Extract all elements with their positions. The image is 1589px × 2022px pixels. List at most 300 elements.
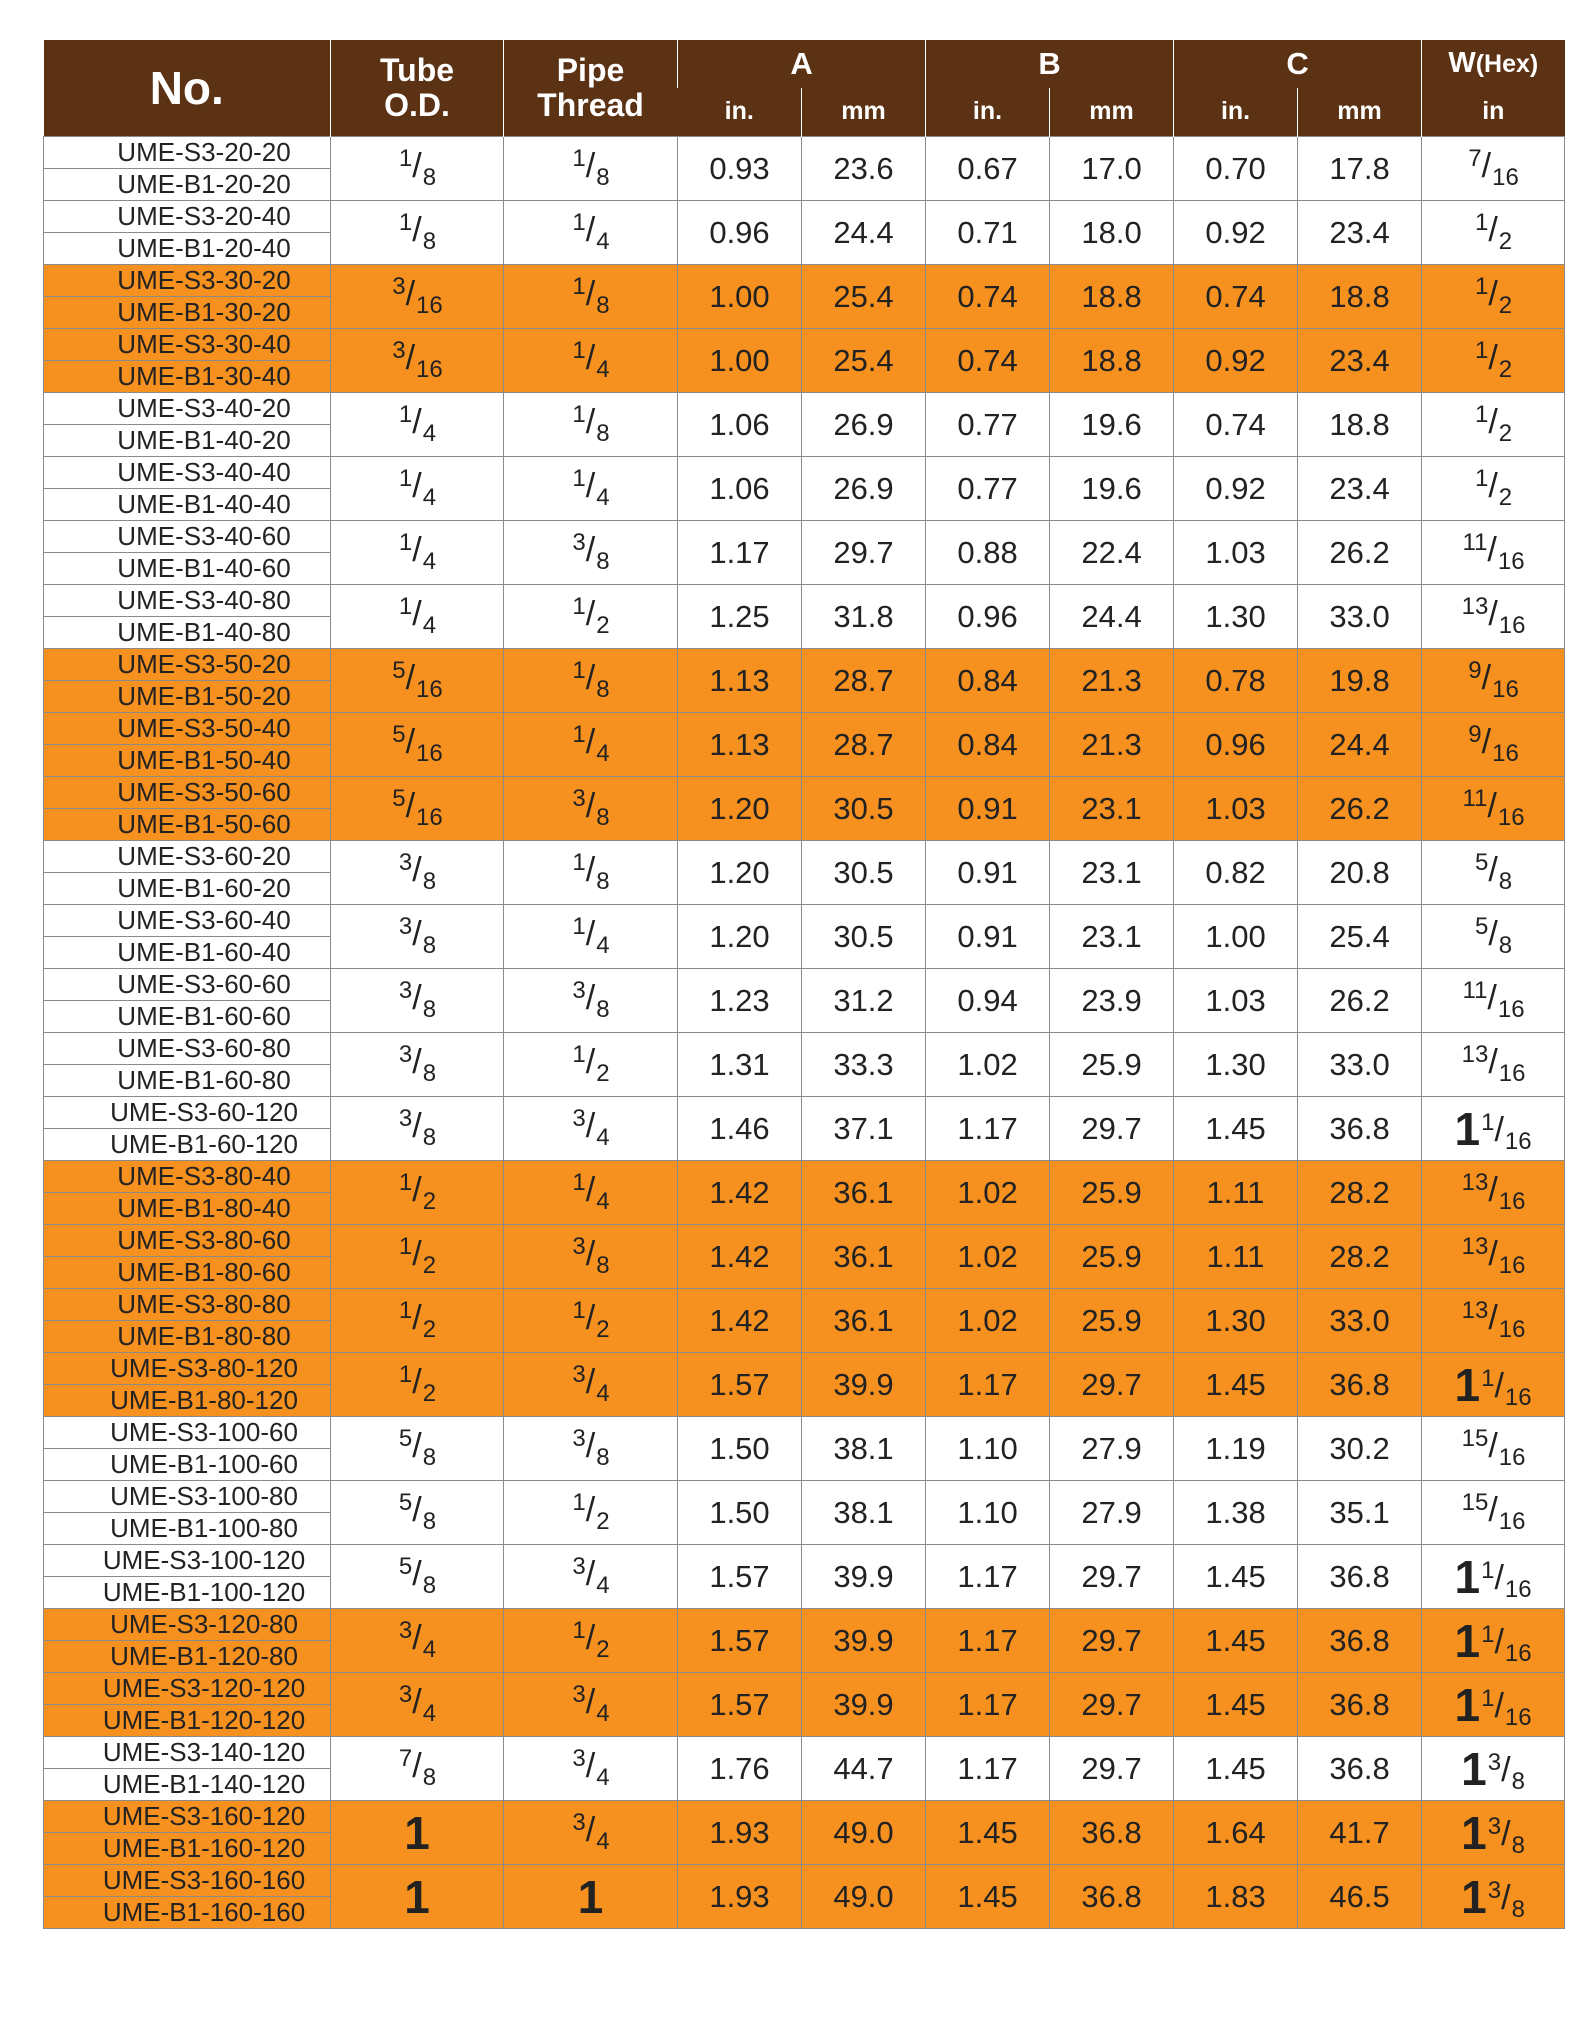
w-hex-cell xyxy=(1422,1225,1565,1289)
part-number-b1: UME-B1-20-40 xyxy=(44,232,330,264)
pipe-thread-cell-numerator: 1 xyxy=(572,145,586,172)
a-in-cell: 1.57 xyxy=(678,1609,802,1673)
w-hex-cell-denominator: 8 xyxy=(1498,868,1513,895)
w-hex-cell-slash: / xyxy=(1481,659,1492,697)
w-hex-cell-slash: / xyxy=(1488,851,1498,889)
w-hex-cell-slash: / xyxy=(1501,1750,1511,1789)
tube-od-cell-numerator: 1 xyxy=(398,1361,413,1388)
pipe-thread-cell-numerator: 1 xyxy=(572,1041,586,1068)
w-hex-cell-slash: / xyxy=(1488,1491,1498,1529)
tube-od-cell-denominator: 4 xyxy=(422,1700,437,1727)
tube-od-cell-slash: / xyxy=(412,851,422,889)
c-mm-cell: 33.0 xyxy=(1298,1033,1422,1097)
a-in-cell: 1.06 xyxy=(678,393,802,457)
part-number-cell xyxy=(44,1161,331,1225)
tube-od-cell-slash: / xyxy=(412,1427,422,1465)
tube-od-cell-denominator: 8 xyxy=(422,228,437,255)
part-number-b1: UME-B1-60-20 xyxy=(44,872,330,904)
table-row xyxy=(44,969,1565,1033)
w-hex-cell xyxy=(1422,1737,1565,1801)
w-hex-cell-denominator: 16 xyxy=(1497,804,1525,831)
tube-od-cell-slash: / xyxy=(405,787,416,825)
tube-od-cell-denominator: 4 xyxy=(422,484,437,511)
b-in-cell: 1.45 xyxy=(926,1801,1050,1865)
pipe-thread-cell xyxy=(504,457,678,521)
part-number-s3: UME-S3-100-60 xyxy=(110,1417,298,1447)
part-number-s3: UME-S3-60-80 xyxy=(117,1033,291,1063)
tube-od-cell xyxy=(331,841,504,905)
part-number-s3: UME-S3-40-20 xyxy=(117,393,291,423)
pipe-thread-cell-slash: / xyxy=(585,1811,596,1849)
pipe-thread-cell-slash: / xyxy=(585,339,596,377)
c-mm-cell: 33.0 xyxy=(1298,1289,1422,1353)
tube-od-cell-numerator: 3 xyxy=(398,1041,413,1068)
b-mm-cell: 17.0 xyxy=(1050,137,1174,201)
part-number-s3: UME-S3-100-120 xyxy=(102,1545,306,1575)
w-hex-cell-numerator: 7 xyxy=(1468,145,1482,172)
pipe-thread-cell-slash: / xyxy=(585,1171,596,1209)
part-number-cell xyxy=(44,1801,331,1865)
a-mm-cell: 36.1 xyxy=(802,1289,926,1353)
b-in-cell: 1.17 xyxy=(926,1097,1050,1161)
c-in-cell: 0.92 xyxy=(1174,329,1298,393)
part-number-cell xyxy=(44,1609,331,1673)
a-in-cell: 1.13 xyxy=(678,649,802,713)
b-mm-cell: 25.9 xyxy=(1050,1033,1174,1097)
c-mm-cell: 23.4 xyxy=(1298,457,1422,521)
part-number-b1: UME-B1-80-40 xyxy=(44,1192,330,1224)
tube-od-cell xyxy=(331,1865,504,1929)
part-number-b1: UME-B1-60-60 xyxy=(44,1000,330,1032)
tube-od-cell-slash: / xyxy=(405,275,416,313)
c-in-cell: 1.11 xyxy=(1174,1225,1298,1289)
tube-od-cell-numerator: 5 xyxy=(392,657,406,684)
part-number-b1: UME-B1-30-40 xyxy=(44,360,330,392)
tube-od-cell-slash: / xyxy=(412,1555,422,1593)
b-mm-cell: 29.7 xyxy=(1050,1097,1174,1161)
c-mm-cell: 36.8 xyxy=(1298,1737,1422,1801)
part-number-s3: UME-S3-80-80 xyxy=(117,1289,291,1319)
c-mm-cell: 17.8 xyxy=(1298,137,1422,201)
b-in-cell: 1.10 xyxy=(926,1481,1050,1545)
tube-od-cell-slash: / xyxy=(412,403,422,441)
pipe-thread-cell xyxy=(504,1609,678,1673)
pipe-thread-cell xyxy=(504,905,678,969)
pipe-thread-cell xyxy=(504,521,678,585)
b-in-cell: 0.71 xyxy=(926,201,1050,265)
a-mm-cell: 36.1 xyxy=(802,1161,926,1225)
w-hex-cell-slash: / xyxy=(1501,1814,1511,1853)
part-number-s3: UME-S3-80-60 xyxy=(117,1225,291,1255)
table-row xyxy=(44,1417,1565,1481)
a-mm-cell: 26.9 xyxy=(802,393,926,457)
pipe-thread-cell-denominator: 4 xyxy=(596,1124,610,1151)
w-hex-cell-numerator: 15 xyxy=(1461,1489,1489,1516)
part-number-s3: UME-S3-80-40 xyxy=(117,1161,291,1191)
w-hex-cell xyxy=(1422,1801,1565,1865)
w-hex-cell-slash: / xyxy=(1488,211,1498,249)
c-mm-cell: 36.8 xyxy=(1298,1097,1422,1161)
header-w-unit: (Hex) xyxy=(1475,50,1539,79)
tube-od-cell xyxy=(331,585,504,649)
w-hex-cell-numerator: 1 xyxy=(1481,1364,1495,1392)
pipe-thread-cell xyxy=(504,649,678,713)
w-hex-cell-denominator: 16 xyxy=(1492,676,1519,703)
a-in-cell: 1.42 xyxy=(678,1225,802,1289)
part-number-b1: UME-B1-80-80 xyxy=(44,1320,330,1352)
w-hex-cell-denominator: 8 xyxy=(1498,932,1513,959)
b-in-cell: 1.45 xyxy=(926,1865,1050,1929)
b-mm-cell: 23.1 xyxy=(1050,777,1174,841)
part-number-cell xyxy=(44,1225,331,1289)
tube-od-cell xyxy=(331,137,504,201)
header-a-in: in. xyxy=(678,88,802,137)
pipe-thread-cell-slash: / xyxy=(585,1555,596,1593)
pipe-thread-cell xyxy=(504,1673,678,1737)
a-in-cell: 1.93 xyxy=(678,1865,802,1929)
tube-od-cell-numerator: 1 xyxy=(398,145,413,172)
pipe-thread-cell xyxy=(504,777,678,841)
w-hex-cell-whole: 1 xyxy=(1454,1102,1481,1155)
c-mm-cell: 23.4 xyxy=(1298,329,1422,393)
table-row xyxy=(44,457,1565,521)
a-mm-cell: 28.7 xyxy=(802,649,926,713)
w-hex-cell-slash: / xyxy=(1494,1558,1504,1597)
w-hex-cell-numerator: 11 xyxy=(1462,529,1488,556)
w-hex-cell-denominator: 16 xyxy=(1497,996,1525,1023)
b-in-cell: 1.02 xyxy=(926,1033,1050,1097)
w-hex-cell-denominator: 16 xyxy=(1498,1444,1526,1471)
table-row xyxy=(44,201,1565,265)
part-number-s3: UME-S3-20-40 xyxy=(117,201,291,231)
part-number-b1: UME-B1-50-60 xyxy=(44,808,330,840)
tube-od-cell-whole: 1 xyxy=(404,1870,430,1923)
tube-od-cell-numerator: 3 xyxy=(392,273,406,300)
part-number-s3: UME-S3-120-120 xyxy=(102,1673,306,1703)
tube-od-cell-denominator: 8 xyxy=(422,1764,437,1791)
part-number-cell xyxy=(44,1545,331,1609)
c-in-cell: 1.00 xyxy=(1174,905,1298,969)
w-hex-cell xyxy=(1422,1481,1565,1545)
pipe-thread-cell xyxy=(504,1801,678,1865)
c-in-cell: 0.96 xyxy=(1174,713,1298,777)
a-in-cell: 0.96 xyxy=(678,201,802,265)
tube-od-cell xyxy=(331,1801,504,1865)
w-hex-cell xyxy=(1422,777,1565,841)
c-mm-cell: 26.2 xyxy=(1298,969,1422,1033)
w-hex-cell-whole: 1 xyxy=(1461,1742,1487,1795)
tube-od-cell-slash: / xyxy=(412,1683,422,1721)
pipe-thread-cell xyxy=(504,265,678,329)
pipe-thread-cell-denominator: 8 xyxy=(596,164,610,191)
table-row xyxy=(44,1225,1565,1289)
pipe-thread-cell-denominator: 8 xyxy=(596,548,610,575)
part-number-cell xyxy=(44,1353,331,1417)
w-hex-cell-slash: / xyxy=(1487,787,1497,825)
w-hex-cell-denominator: 2 xyxy=(1498,292,1513,319)
w-hex-cell-slash: / xyxy=(1488,467,1498,505)
c-in-cell: 0.92 xyxy=(1174,457,1298,521)
a-mm-cell: 38.1 xyxy=(802,1481,926,1545)
header-tube-line1: Tube xyxy=(379,51,455,88)
w-hex-cell-slash: / xyxy=(1481,147,1492,185)
part-number-s3: UME-S3-50-60 xyxy=(117,777,291,807)
b-in-cell: 0.88 xyxy=(926,521,1050,585)
part-number-s3: UME-S3-100-80 xyxy=(110,1481,298,1511)
a-mm-cell: 30.5 xyxy=(802,777,926,841)
table-row xyxy=(44,713,1565,777)
w-hex-cell-denominator: 16 xyxy=(1498,1316,1526,1343)
pipe-thread-cell-slash: / xyxy=(585,1363,596,1401)
table-row xyxy=(44,1353,1565,1417)
pipe-thread-cell-numerator: 3 xyxy=(572,977,586,1004)
pipe-thread-cell-denominator: 2 xyxy=(596,1636,610,1663)
tube-od-cell-denominator: 16 xyxy=(416,740,443,767)
c-in-cell: 1.45 xyxy=(1174,1097,1298,1161)
part-number-s3: UME-S3-160-120 xyxy=(102,1801,306,1831)
w-hex-cell-numerator: 3 xyxy=(1487,1748,1502,1776)
pipe-thread-cell-numerator: 3 xyxy=(572,1105,586,1132)
tube-od-cell xyxy=(331,649,504,713)
tube-od-cell-slash: / xyxy=(412,1107,422,1145)
pipe-thread-cell-numerator: 1 xyxy=(572,1169,586,1196)
tube-od-cell-slash: / xyxy=(412,1235,422,1273)
pipe-thread-cell-numerator: 3 xyxy=(572,1553,586,1580)
c-in-cell: 1.83 xyxy=(1174,1865,1298,1929)
w-hex-cell-whole: 1 xyxy=(1461,1870,1487,1923)
tube-od-cell-slash: / xyxy=(405,723,416,761)
c-in-cell: 1.30 xyxy=(1174,1289,1298,1353)
tube-od-cell xyxy=(331,201,504,265)
w-hex-cell-numerator: 11 xyxy=(1462,785,1488,812)
w-hex-cell xyxy=(1422,521,1565,585)
part-number-cell xyxy=(44,265,331,329)
pipe-thread-cell-slash: / xyxy=(585,979,596,1017)
b-mm-cell: 23.1 xyxy=(1050,905,1174,969)
b-mm-cell: 29.7 xyxy=(1050,1737,1174,1801)
tube-od-cell-denominator: 16 xyxy=(416,804,443,831)
b-in-cell: 1.17 xyxy=(926,1545,1050,1609)
pipe-thread-cell-numerator: 3 xyxy=(572,1809,586,1836)
w-hex-cell xyxy=(1422,1609,1565,1673)
a-mm-cell: 28.7 xyxy=(802,713,926,777)
tube-od-cell-slash: / xyxy=(405,339,416,377)
w-hex-cell-denominator: 8 xyxy=(1511,1767,1525,1795)
pipe-thread-cell-denominator: 2 xyxy=(596,612,610,639)
tube-od-cell xyxy=(331,1673,504,1737)
c-in-cell: 0.74 xyxy=(1174,265,1298,329)
table-row xyxy=(44,137,1565,201)
w-hex-cell xyxy=(1422,585,1565,649)
tube-od-cell-numerator: 1 xyxy=(398,209,413,236)
c-in-cell: 1.03 xyxy=(1174,777,1298,841)
a-mm-cell: 26.9 xyxy=(802,457,926,521)
part-number-b1: UME-B1-30-20 xyxy=(44,296,330,328)
tube-od-cell-whole: 1 xyxy=(404,1806,430,1859)
tube-od-cell-denominator: 8 xyxy=(422,996,437,1023)
c-mm-cell: 25.4 xyxy=(1298,905,1422,969)
w-hex-cell-denominator: 8 xyxy=(1511,1831,1525,1859)
part-number-s3: UME-S3-40-80 xyxy=(117,585,291,615)
w-hex-cell-whole: 1 xyxy=(1454,1550,1481,1603)
b-mm-cell: 29.7 xyxy=(1050,1673,1174,1737)
part-number-cell xyxy=(44,1289,331,1353)
tube-od-cell xyxy=(331,1737,504,1801)
tube-od-cell-numerator: 5 xyxy=(398,1425,413,1452)
tube-od-cell xyxy=(331,521,504,585)
part-number-cell xyxy=(44,201,331,265)
w-hex-cell-denominator: 16 xyxy=(1504,1383,1532,1411)
tube-od-cell-denominator: 8 xyxy=(422,1060,437,1087)
a-mm-cell: 31.2 xyxy=(802,969,926,1033)
pipe-thread-cell-numerator: 1 xyxy=(572,849,586,876)
w-hex-cell-numerator: 13 xyxy=(1461,593,1489,620)
part-number-cell xyxy=(44,329,331,393)
b-in-cell: 1.02 xyxy=(926,1161,1050,1225)
part-number-s3: UME-S3-60-60 xyxy=(117,969,291,999)
a-mm-cell: 33.3 xyxy=(802,1033,926,1097)
c-in-cell: 1.19 xyxy=(1174,1417,1298,1481)
pipe-thread-cell xyxy=(504,1481,678,1545)
w-hex-cell-denominator: 16 xyxy=(1498,1252,1526,1279)
table-header xyxy=(44,40,1565,137)
a-in-cell: 1.93 xyxy=(678,1801,802,1865)
part-number-s3: UME-S3-120-80 xyxy=(110,1609,298,1639)
w-hex-cell-numerator: 1 xyxy=(1474,209,1489,236)
pipe-thread-cell-denominator: 4 xyxy=(596,1764,610,1791)
w-hex-cell-numerator: 13 xyxy=(1461,1169,1489,1196)
tube-od-cell-slash: / xyxy=(405,659,416,697)
a-in-cell: 1.57 xyxy=(678,1673,802,1737)
a-in-cell: 1.42 xyxy=(678,1289,802,1353)
w-hex-cell-numerator: 1 xyxy=(1474,273,1489,300)
b-in-cell: 0.91 xyxy=(926,841,1050,905)
pipe-thread-cell-numerator: 1 xyxy=(572,209,586,236)
tube-od-cell xyxy=(331,777,504,841)
a-in-cell: 0.93 xyxy=(678,137,802,201)
a-in-cell: 1.20 xyxy=(678,841,802,905)
pipe-thread-cell-denominator: 4 xyxy=(596,932,610,959)
a-mm-cell: 36.1 xyxy=(802,1225,926,1289)
part-number-cell xyxy=(44,1417,331,1481)
b-in-cell: 1.17 xyxy=(926,1737,1050,1801)
tube-od-cell xyxy=(331,1161,504,1225)
c-in-cell: 1.45 xyxy=(1174,1545,1298,1609)
tube-od-cell-denominator: 8 xyxy=(422,1444,437,1471)
table-row xyxy=(44,777,1565,841)
c-in-cell: 0.70 xyxy=(1174,137,1298,201)
tube-od-cell-numerator: 1 xyxy=(398,1169,413,1196)
c-mm-cell: 36.8 xyxy=(1298,1353,1422,1417)
pipe-thread-cell xyxy=(504,1289,678,1353)
w-hex-cell-whole: 1 xyxy=(1454,1614,1481,1667)
pipe-thread-cell xyxy=(504,1353,678,1417)
part-number-cell xyxy=(44,841,331,905)
part-number-cell xyxy=(44,521,331,585)
pipe-thread-cell-denominator: 4 xyxy=(596,740,610,767)
table-row xyxy=(44,1097,1565,1161)
a-in-cell: 1.50 xyxy=(678,1417,802,1481)
part-number-s3: UME-S3-50-20 xyxy=(117,649,291,679)
pipe-thread-cell-slash: / xyxy=(585,1299,596,1337)
pipe-thread-cell-denominator: 8 xyxy=(596,1252,610,1279)
a-mm-cell: 31.8 xyxy=(802,585,926,649)
tube-od-cell-denominator: 4 xyxy=(422,548,437,575)
table-row xyxy=(44,841,1565,905)
w-hex-cell-denominator: 2 xyxy=(1498,228,1513,255)
b-mm-cell: 25.9 xyxy=(1050,1289,1174,1353)
w-hex-cell-numerator: 5 xyxy=(1474,913,1489,940)
a-mm-cell: 24.4 xyxy=(802,201,926,265)
tube-od-cell-denominator: 4 xyxy=(422,1636,437,1663)
header-no: No. xyxy=(44,40,331,137)
pipe-thread-cell xyxy=(504,393,678,457)
c-mm-cell: 41.7 xyxy=(1298,1801,1422,1865)
tube-od-cell xyxy=(331,1225,504,1289)
tube-od-cell-numerator: 3 xyxy=(398,913,413,940)
pipe-thread-cell-numerator: 3 xyxy=(572,1233,586,1260)
tube-od-cell-denominator: 2 xyxy=(422,1380,437,1407)
w-hex-cell xyxy=(1422,713,1565,777)
pipe-thread-cell-slash: / xyxy=(585,1107,596,1145)
w-hex-cell-denominator: 16 xyxy=(1504,1703,1532,1731)
header-c-mm: mm xyxy=(1298,88,1422,137)
tube-od-cell-slash: / xyxy=(412,915,422,953)
part-number-s3: UME-S3-160-160 xyxy=(102,1865,306,1895)
w-hex-cell xyxy=(1422,1673,1565,1737)
w-hex-cell-denominator: 16 xyxy=(1492,740,1519,767)
pipe-thread-cell-denominator: 8 xyxy=(596,1444,610,1471)
a-in-cell: 1.06 xyxy=(678,457,802,521)
w-hex-cell-numerator: 3 xyxy=(1487,1876,1502,1904)
b-mm-cell: 18.8 xyxy=(1050,329,1174,393)
header-pipe-line2: Thread xyxy=(537,87,644,123)
w-hex-cell xyxy=(1422,1289,1565,1353)
a-mm-cell: 49.0 xyxy=(802,1801,926,1865)
header-a: A xyxy=(678,40,926,88)
b-mm-cell: 24.4 xyxy=(1050,585,1174,649)
pipe-thread-cell-slash: / xyxy=(585,1491,596,1529)
w-hex-cell-slash: / xyxy=(1487,531,1497,569)
tube-od-cell xyxy=(331,1417,504,1481)
c-mm-cell: 20.8 xyxy=(1298,841,1422,905)
w-hex-cell-slash: / xyxy=(1481,723,1492,761)
c-in-cell: 1.03 xyxy=(1174,969,1298,1033)
a-in-cell: 1.76 xyxy=(678,1737,802,1801)
c-mm-cell: 26.2 xyxy=(1298,777,1422,841)
w-hex-cell xyxy=(1422,841,1565,905)
pipe-thread-cell xyxy=(504,137,678,201)
pipe-thread-cell-denominator: 8 xyxy=(596,292,610,319)
w-hex-cell-slash: / xyxy=(1488,403,1498,441)
a-in-cell: 1.46 xyxy=(678,1097,802,1161)
part-number-cell xyxy=(44,1033,331,1097)
w-hex-cell-slash: / xyxy=(1494,1366,1504,1405)
tube-od-cell xyxy=(331,713,504,777)
part-number-cell xyxy=(44,1673,331,1737)
table-row xyxy=(44,1289,1565,1353)
tube-od-cell-numerator: 7 xyxy=(398,1745,413,1772)
w-hex-cell-slash: / xyxy=(1494,1686,1504,1725)
a-mm-cell: 37.1 xyxy=(802,1097,926,1161)
w-hex-cell-denominator: 2 xyxy=(1498,356,1513,383)
tube-od-cell xyxy=(331,329,504,393)
header-a-mm: mm xyxy=(802,88,926,137)
tube-od-cell-denominator: 4 xyxy=(422,420,437,447)
a-mm-cell: 30.5 xyxy=(802,905,926,969)
w-hex-cell xyxy=(1422,1033,1565,1097)
pipe-thread-cell-numerator: 1 xyxy=(572,913,586,940)
